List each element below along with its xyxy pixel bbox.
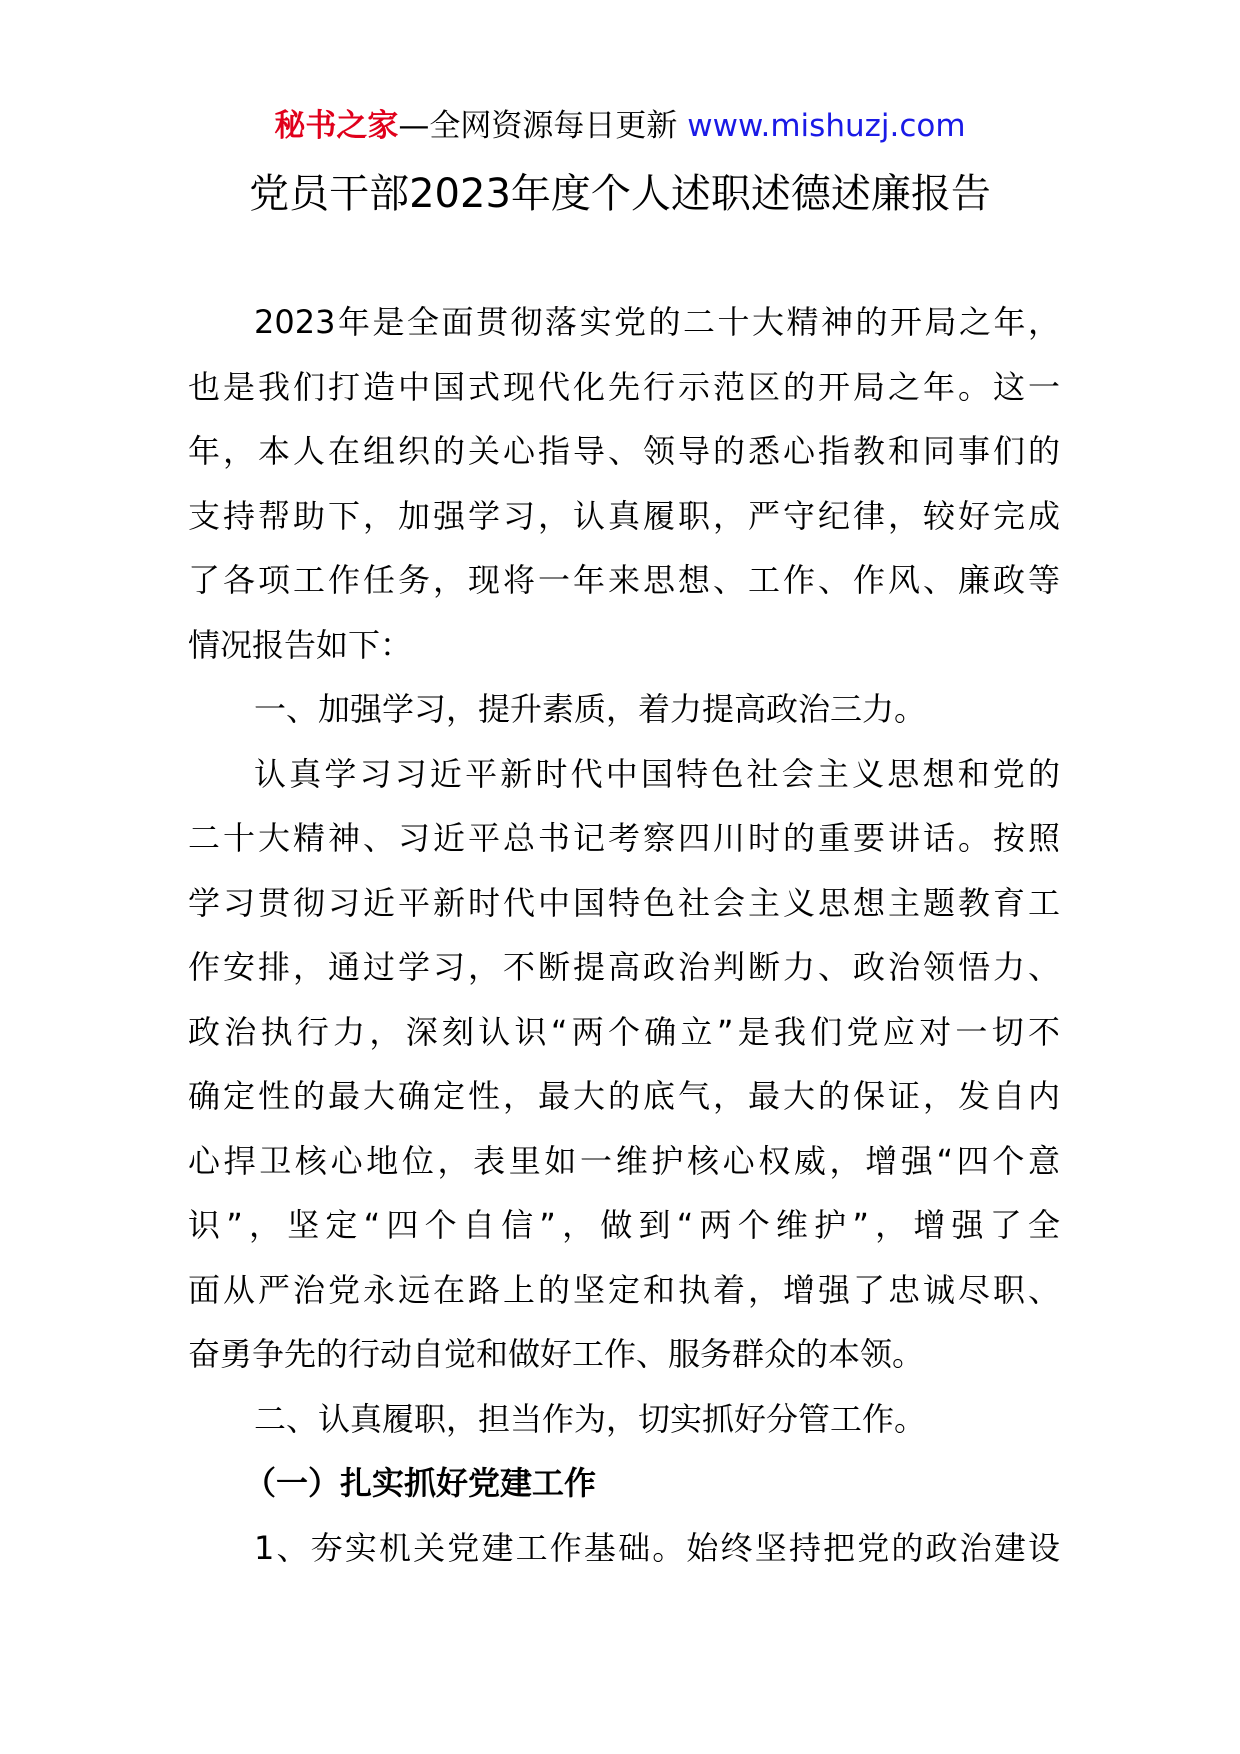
intro-line: 情况报告如下： <box>188 625 413 664</box>
section-heading: 一、加强学习，提升素质，着力提高政治三力。 <box>254 690 927 728</box>
section-line: 认真学习习近平新时代中国特色社会主义思想和党的 <box>254 754 1060 793</box>
document-title: 党员干部2023年度个人述职述德述廉报告 <box>249 171 991 217</box>
site-brand: 秘书之家 <box>274 108 399 144</box>
section-line: 学习贯彻习近平新时代中国特色社会主义思想主题教育工 <box>188 883 1060 922</box>
item-line: 1、夯实机关党建工作基础。始终坚持把党的政治建设 <box>254 1528 1060 1567</box>
section-line: 二十大精神、习近平总书记考察四川时的重要讲话。按照 <box>188 819 1060 857</box>
site-header <box>0 106 1240 146</box>
intro-line: 了各项工作任务，现将一年来思想、工作、作风、廉政等 <box>188 561 1060 599</box>
intro-line: 2023年是全面贯彻落实党的二十大精神的开局之年， <box>254 303 1060 341</box>
site-url-link[interactable]: www.mishuzj.com <box>687 108 966 144</box>
section-line: 确定性的最大确定性，最大的底气，最大的保证，发自内 <box>188 1077 1060 1115</box>
intro-line: 支持帮助下，加强学习，认真履职，严守纪律，较好完成 <box>188 496 1060 535</box>
section-line: 识”，坚定“四个自信”，做到“两个维护”，增强了全 <box>188 1206 1060 1244</box>
intro-line: 也是我们打造中国式现代化先行示范区的开局之年。这一 <box>188 367 1060 406</box>
site-tagline: —全网资源每日更新 <box>398 108 688 144</box>
section-line: 作安排，通过学习，不断提高政治判断力、政治领悟力、 <box>188 948 1060 986</box>
subsection-heading: （一）扎实抓好党建工作 <box>244 1464 597 1502</box>
section-heading: 二、认真履职，担当作为，切实抓好分管工作。 <box>254 1399 927 1438</box>
section-line: 面从严治党永远在路上的坚定和执着，增强了忠诚尽职、 <box>188 1270 1060 1309</box>
section-line: 心捍卫核心地位，表里如一维护核心权威，增强“四个意 <box>188 1141 1060 1180</box>
document-body <box>188 290 1060 1580</box>
section-line: 政治执行力，深刻认识“两个确立”是我们党应对一切不 <box>188 1012 1060 1051</box>
intro-line: 年，本人在组织的关心指导、领导的悉心指教和同事们的 <box>188 432 1060 470</box>
section-line: 奋勇争先的行动自觉和做好工作、服务群众的本领。 <box>188 1335 925 1373</box>
